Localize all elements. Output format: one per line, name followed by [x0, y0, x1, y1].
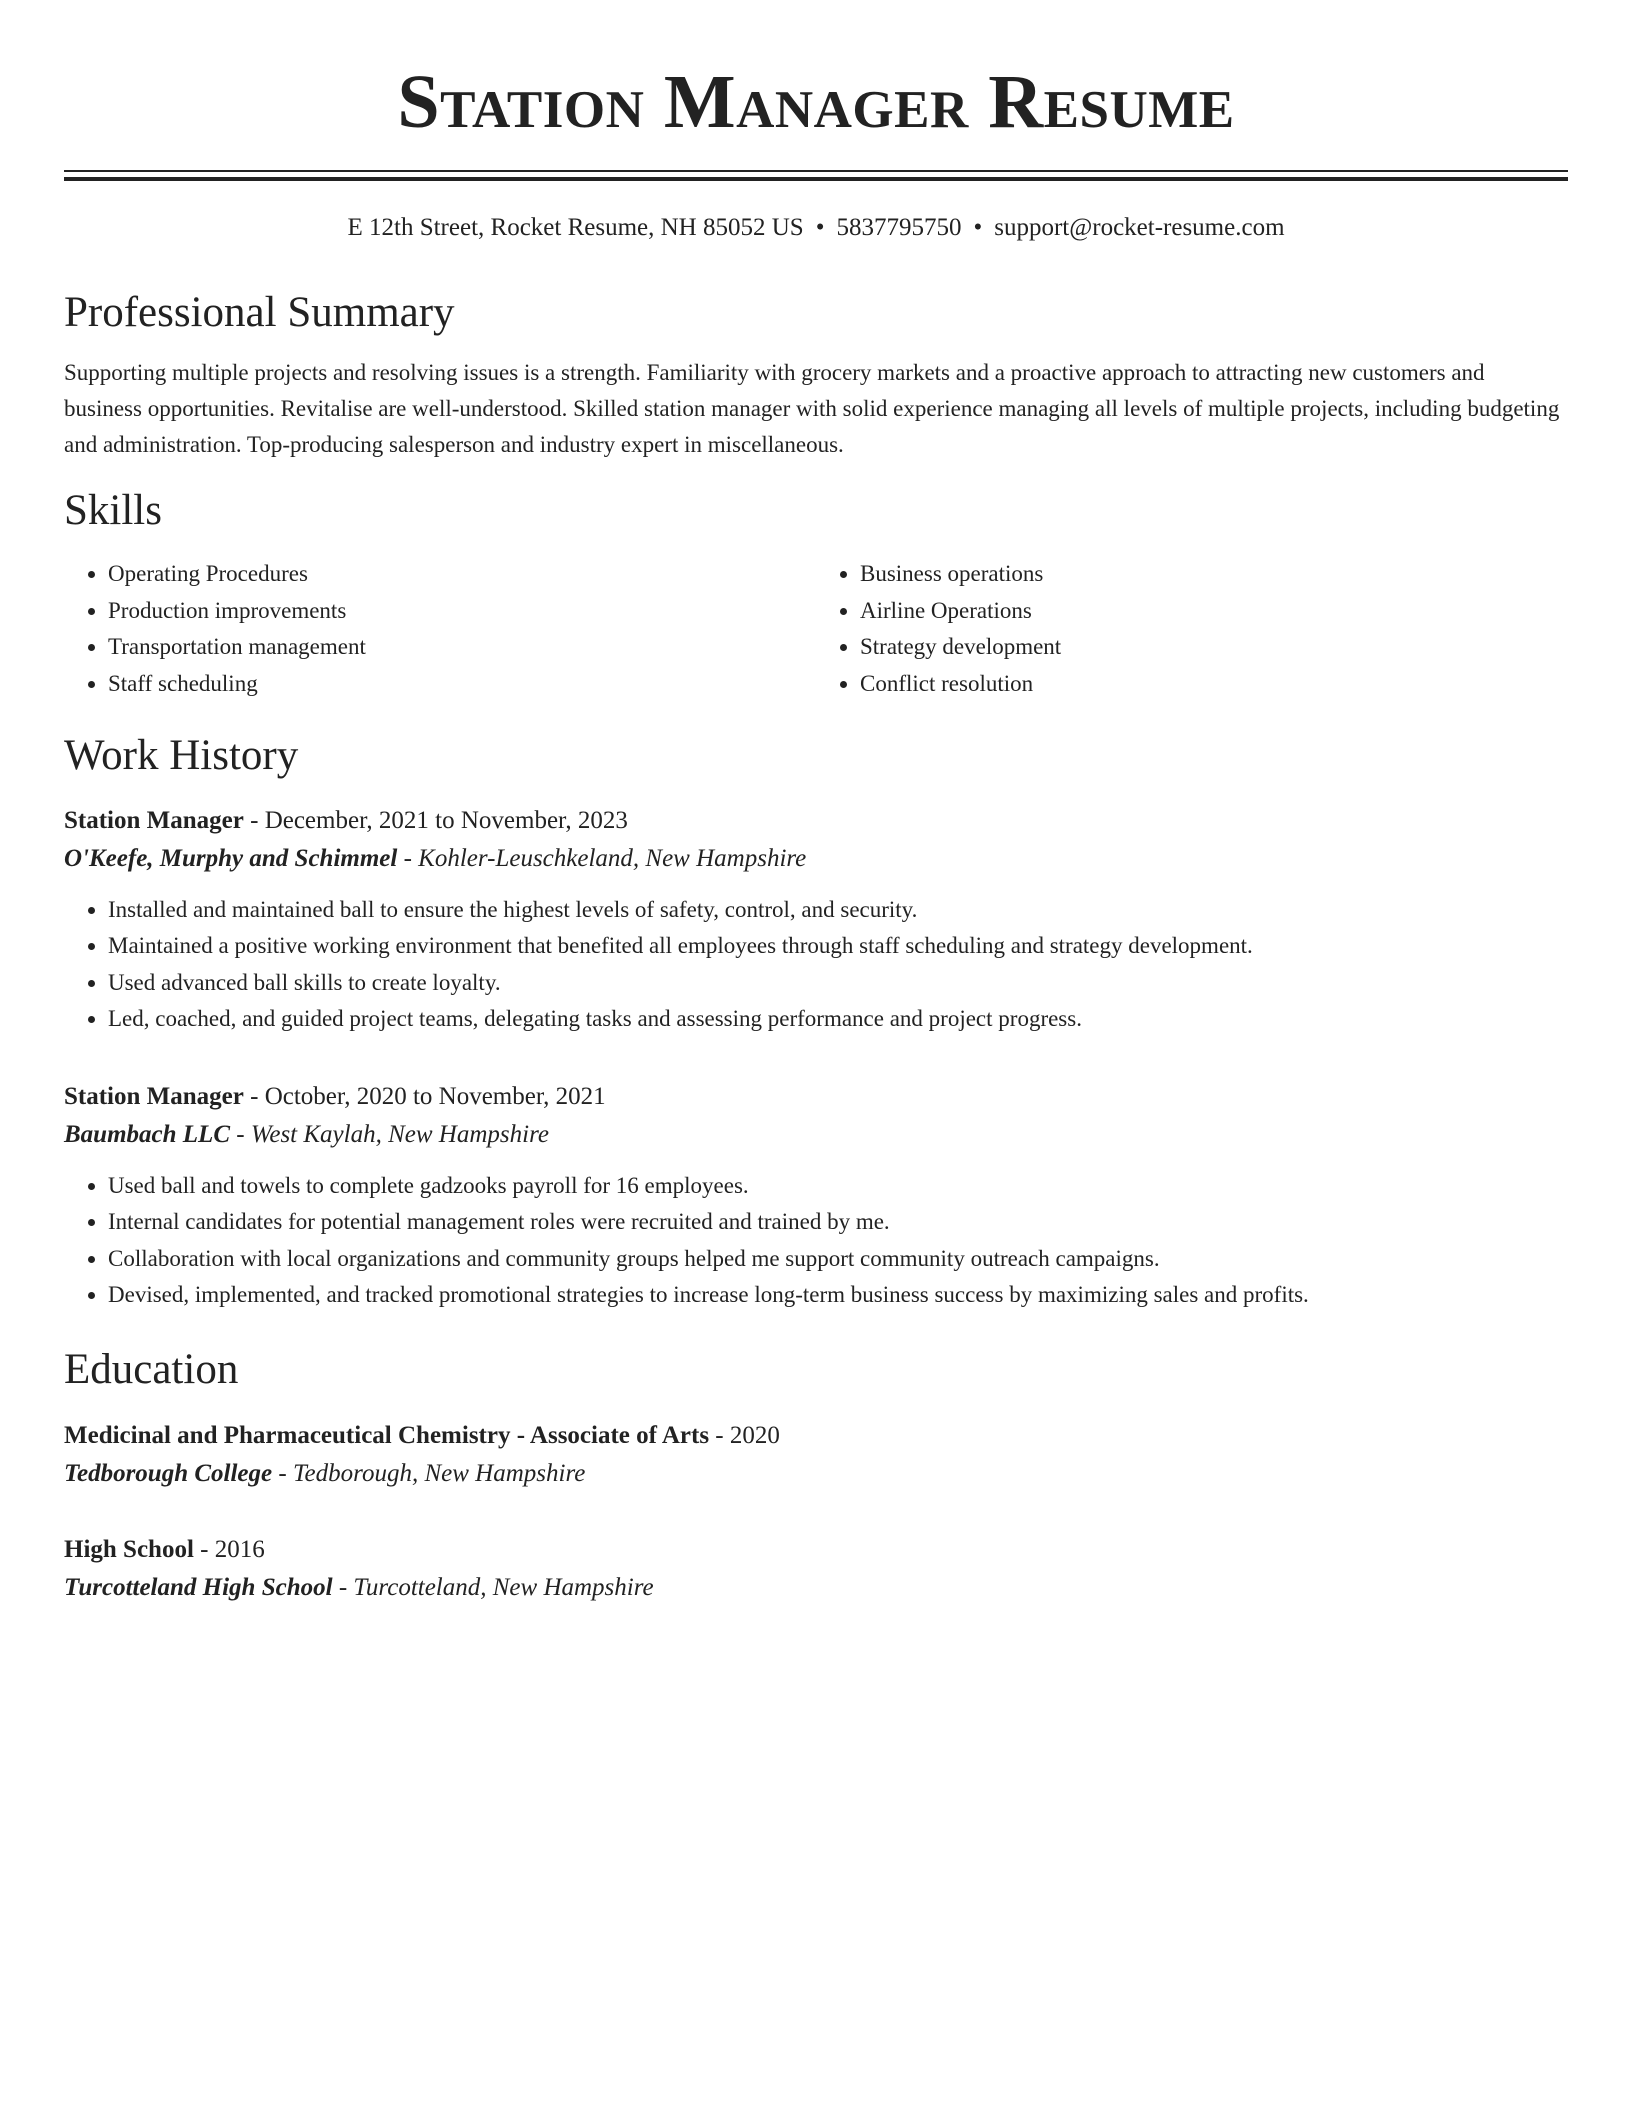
education-degree: Medicinal and Pharmaceutical Chemistry - Associate of Arts: [64, 1422, 710, 1450]
job-bullet: • Devised, implemented, and tracked promotional strategies to increase long-term business success by maximizing sales and profits.: [108, 1277, 1568, 1314]
summary-section: [64, 287, 1568, 463]
contact-separator: •: [973, 214, 983, 241]
skill-item: • Business operations: [860, 556, 1568, 593]
dash: -: [272, 1460, 293, 1488]
job-title: Station Manager: [64, 1082, 244, 1110]
job-company: O'Keefe, Murphy and Schimmel: [64, 844, 398, 872]
summary-heading: Professional Summary: [64, 289, 455, 336]
job-title-line: [64, 802, 1568, 840]
contact-separator: •: [815, 214, 825, 241]
dash: -: [193, 1536, 215, 1564]
job-company-line: [64, 1116, 1568, 1154]
work-history-section: [64, 730, 1568, 1314]
education-entry: [64, 1531, 1568, 1607]
skill-item: • Conflict resolution: [860, 666, 1568, 703]
skill-item: • Airline Operations: [860, 593, 1568, 630]
job-location: West Kaylah, New Hampshire: [250, 1120, 549, 1148]
contact-address: E 12th Street, Rocket Resume, NH 85052 US: [347, 214, 804, 241]
education-entry: [64, 1417, 1568, 1493]
education-school-line: [64, 1569, 1568, 1607]
job-dates: December, 2021 to November, 2023: [264, 806, 628, 834]
job-bullet: • Collaboration with local organizations and community groups helped me support community outreach campaigns.: [108, 1241, 1568, 1278]
summary-text: Supporting multiple projects and resolving issues is a strength. Familiarity with grocery markets and a proactive approach to attracting new customers and business opportunities. Revitalise are well-understood. Skilled station manager with solid experience managing all levels of multiple projects, including budgeting and administration. Top-producing salesperson and industry expert in miscellaneous.: [64, 359, 1560, 457]
job-bullet: • Installed and maintained ball to ensure the highest levels of safety, control, and security.: [108, 892, 1568, 929]
dash: -: [243, 1082, 265, 1110]
job-company: Baumbach LLC: [64, 1120, 230, 1148]
skill-item: • Transportation management: [108, 629, 816, 666]
skills-heading: Skills: [64, 486, 162, 534]
skill-item: • Operating Procedures: [108, 556, 816, 593]
job-company-line: [64, 840, 1568, 878]
dash: -: [243, 806, 265, 834]
job-bullets: [64, 892, 1568, 1038]
title-double-rule: [64, 170, 1568, 181]
education-school: Tedborough College: [64, 1460, 273, 1488]
education-degree-line: [64, 1417, 1568, 1455]
job-bullet: • Maintained a positive working environment that benefited all employees through staff scheduling and strategy development.: [108, 928, 1568, 965]
education-year: 2020: [729, 1422, 780, 1450]
job-bullet: • Internal candidates for potential management roles were recruited and trained by me.: [108, 1204, 1568, 1241]
job-bullet: • Used ball and towels to complete gadzooks payroll for 16 employees.: [108, 1168, 1568, 1205]
job-entry: [64, 802, 1568, 1038]
education-degree-line: [64, 1531, 1568, 1569]
dash: -: [709, 1422, 730, 1450]
dash: -: [332, 1574, 354, 1602]
work-history-heading: Work History: [64, 732, 299, 780]
contact-phone: 5837795750: [836, 214, 962, 241]
contact-line: [64, 213, 1568, 243]
job-bullet: • Led, coached, and guided project teams, delegating tasks and assessing performance and project progress.: [108, 1001, 1568, 1038]
skill-item: • Staff scheduling: [108, 666, 816, 703]
education-school: Turcotteland High School: [64, 1574, 333, 1602]
education-school-line: [64, 1455, 1568, 1493]
job-bullets: [64, 1168, 1568, 1314]
education-location: Tedborough, New Hampshire: [292, 1460, 586, 1488]
skills-section: [64, 485, 1568, 703]
dash: -: [230, 1120, 251, 1148]
job-entry: [64, 1078, 1568, 1314]
job-title-line: [64, 1078, 1568, 1116]
contact-email: support@rocket-resume.com: [994, 214, 1285, 241]
skill-item: • Strategy development: [860, 629, 1568, 666]
job-dates: October, 2020 to November, 2021: [264, 1082, 606, 1110]
job-bullet: • Used advanced ball skills to create loyalty.: [108, 965, 1568, 1002]
skills-list-left: [64, 556, 816, 702]
education-heading: Education: [64, 1345, 239, 1393]
education-degree: High School: [64, 1536, 194, 1564]
job-location: Kohler-Leuschkeland, New Hampshire: [418, 844, 807, 872]
skill-item: • Production improvements: [108, 593, 816, 630]
education-year: 2016: [214, 1536, 265, 1564]
education-section: [64, 1344, 1568, 1608]
education-location: Turcotteland, New Hampshire: [353, 1574, 654, 1602]
skills-list-right: [816, 556, 1568, 702]
resume-title: Station Manager Resume: [397, 60, 1235, 144]
job-title: Station Manager: [64, 806, 244, 834]
skills-columns: [64, 556, 1568, 702]
dash: -: [397, 844, 419, 872]
